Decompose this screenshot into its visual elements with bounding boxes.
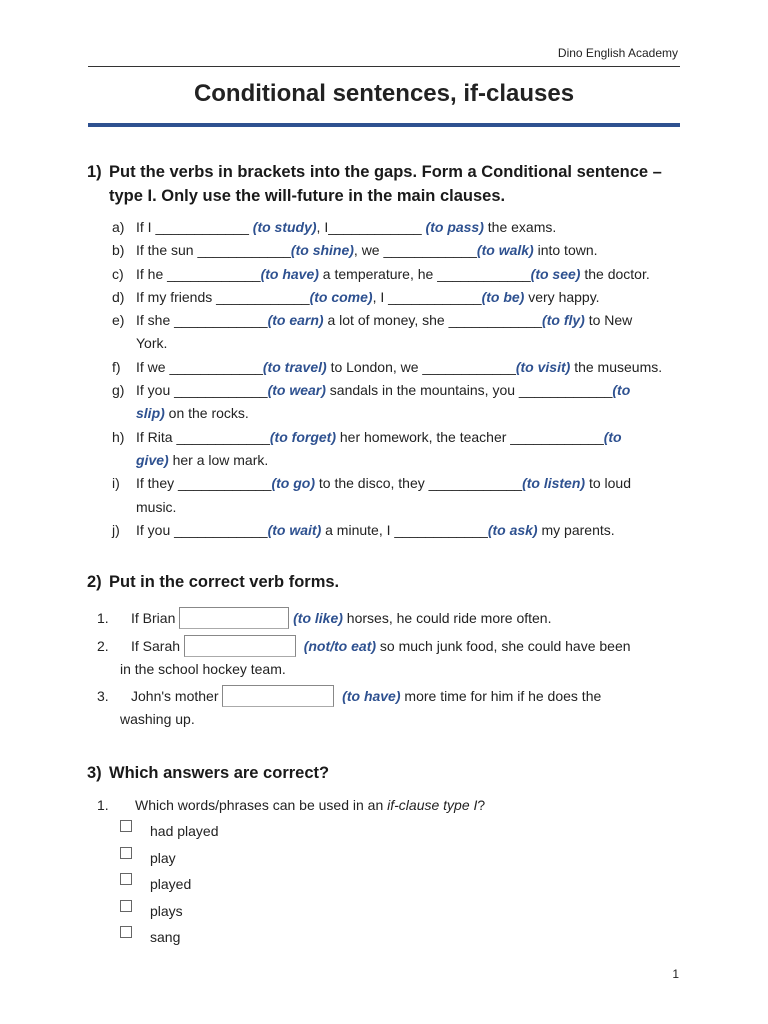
verb-hint: (to visit) — [515, 358, 571, 375]
verb-hint: (to wait) — [267, 521, 322, 538]
item-label: f) — [112, 358, 121, 375]
verb-hint: (to study) — [252, 219, 317, 235]
page-title: Conditional sentences, if-clauses — [193, 80, 575, 107]
item-label: e) — [112, 312, 125, 329]
item-text: so much junk food, she could have been — [376, 638, 631, 654]
item-text: her a low mark. — [168, 451, 269, 468]
section-2-item-1 — [97, 607, 551, 630]
header-divider — [88, 66, 680, 67]
list-item — [112, 263, 692, 286]
item-number: 1. — [97, 610, 109, 626]
question-text-end: ? — [477, 797, 486, 813]
verb-hint: (to see) — [530, 265, 581, 282]
section-2-heading-text: Put in the correct verb forms. — [109, 573, 340, 591]
item-label: b) — [112, 242, 125, 259]
item-text: very happy. — [524, 288, 600, 305]
verb-hint: (to shine) — [290, 242, 354, 259]
answer-input[interactable] — [179, 607, 289, 629]
option-item[interactable] — [120, 924, 219, 951]
item-text: If I ____________ — [136, 219, 253, 235]
item-text: to New — [584, 312, 633, 329]
item-label: c) — [112, 265, 124, 282]
section-3-heading — [87, 761, 329, 785]
item-label: a) — [112, 219, 125, 235]
verb-hint: (to listen) — [522, 475, 586, 492]
academy-name: Dino English Academy — [557, 46, 678, 60]
list-item — [112, 379, 692, 402]
list-item — [112, 472, 692, 495]
item-label: i) — [112, 475, 120, 492]
option-label: had played — [150, 823, 219, 839]
verb-hint: (to earn) — [267, 312, 324, 329]
item-label: h) — [112, 428, 125, 445]
item-text: If my friends ____________ — [136, 288, 310, 305]
list-item — [112, 519, 692, 542]
item-text: , we ____________ — [353, 242, 477, 259]
verb-hint: (to have) — [342, 688, 401, 704]
verb-hint: (not/to eat) — [303, 638, 377, 654]
verb-hint: (to fly) — [542, 312, 585, 329]
item-text: If Brian — [131, 610, 180, 626]
verb-hint: (to pass) — [425, 219, 484, 235]
item-text: the doctor. — [580, 265, 650, 282]
item-text: If Sarah — [131, 638, 184, 654]
question-emphasis: if-clause type I — [387, 797, 478, 813]
item-number: 2. — [97, 638, 109, 654]
section-1-heading-line2: type I. Only use the will-future in the main clauses. — [109, 187, 506, 205]
verb-hint: (to wear) — [267, 382, 326, 399]
item-text: If you ____________ — [136, 382, 268, 399]
verb-hint: give) — [136, 451, 169, 468]
item-text: more time for him if he does the — [400, 688, 602, 704]
item-text: her homework, the teacher ____________ — [335, 428, 604, 445]
section-2-item-3 — [97, 685, 601, 708]
item-text: , I____________ — [316, 219, 426, 235]
section-1-number: 1) — [87, 163, 102, 181]
item-text: into town. — [533, 242, 598, 259]
section-2-item-2 — [97, 635, 631, 658]
list-item — [112, 286, 692, 309]
item-text: John's mother — [131, 688, 223, 704]
item-text: If you ____________ — [136, 521, 268, 538]
item-number: 1. — [97, 797, 109, 813]
item-text: on the rocks. — [164, 405, 249, 422]
verb-hint: (to have) — [260, 265, 319, 282]
checkbox[interactable] — [120, 847, 132, 859]
options-list — [120, 818, 219, 951]
option-item[interactable] — [120, 845, 219, 872]
answer-input[interactable] — [222, 685, 334, 707]
item-number: 3. — [97, 688, 109, 704]
section-2-number: 2) — [87, 573, 102, 591]
section-3-question — [97, 794, 485, 817]
item-text: to loud — [585, 475, 631, 492]
checkbox[interactable] — [120, 900, 132, 912]
item-label: d) — [112, 288, 125, 305]
section-3-number: 3) — [87, 764, 102, 782]
option-label: sang — [150, 929, 181, 945]
checkbox[interactable] — [120, 873, 132, 885]
option-label: play — [150, 849, 176, 866]
verb-hint: (to walk) — [476, 242, 534, 259]
item-text: a lot of money, she ____________ — [323, 312, 543, 329]
item-text: If she ____________ — [136, 312, 268, 329]
item-text: horses, he could ride more often. — [342, 610, 552, 626]
section-1-heading-line1: Put the verbs in brackets into the gaps. Form a Conditional sentence – — [109, 163, 662, 181]
list-item-continuation: music. — [136, 498, 177, 515]
item-text: If Rita ____________ — [136, 428, 270, 445]
option-item[interactable] — [120, 818, 219, 845]
verb-hint: (to — [612, 382, 631, 399]
list-item — [112, 426, 692, 449]
item-text: a minute, I ____________ — [321, 521, 488, 538]
verb-hint: (to travel) — [262, 358, 327, 375]
list-item-continuation — [112, 402, 692, 425]
item-label: g) — [112, 382, 125, 399]
option-label: plays — [150, 902, 183, 919]
verb-hint: (to ask) — [487, 521, 538, 538]
verb-hint: (to come) — [309, 288, 373, 305]
list-item — [112, 239, 692, 262]
verb-hint: (to be) — [481, 288, 525, 305]
item-text: sandals in the mountains, you ____________ — [325, 382, 613, 399]
section-3-heading-text: Which answers are correct? — [109, 764, 330, 782]
verb-hint: (to go) — [271, 475, 315, 492]
question-text: Which words/phrases can be used in an — [135, 797, 388, 813]
verb-hint: (to — [603, 428, 622, 445]
verb-hint: (to like) — [293, 610, 343, 626]
list-item-continuation — [112, 449, 692, 472]
item-text: , I ____________ — [372, 288, 482, 305]
item-label: j) — [112, 521, 120, 538]
item-text: If the sun ____________ — [136, 242, 291, 259]
option-item[interactable] — [120, 871, 219, 898]
section-1-list — [112, 216, 692, 542]
answer-input[interactable] — [184, 635, 296, 657]
option-item[interactable] — [120, 898, 219, 925]
section-2-heading — [87, 570, 339, 594]
list-item-continuation: in the school hockey team. — [120, 661, 286, 677]
item-text: to the disco, they ____________ — [315, 475, 523, 492]
item-text: the museums. — [570, 358, 663, 375]
list-item — [112, 216, 692, 239]
item-text: If he ____________ — [136, 265, 261, 282]
verb-hint: slip) — [136, 405, 165, 422]
checkbox[interactable] — [120, 926, 132, 938]
list-item — [112, 309, 692, 332]
verb-hint: (to forget) — [269, 428, 336, 445]
item-text: to London, we ____________ — [326, 358, 516, 375]
list-item-continuation: washing up. — [120, 711, 195, 727]
item-text: my parents. — [537, 521, 615, 538]
checkbox[interactable] — [120, 820, 132, 832]
item-text: the exams. — [483, 219, 557, 235]
item-text: If we ____________ — [136, 358, 263, 375]
title-divider — [88, 123, 680, 127]
item-text: a temperature, he ____________ — [318, 265, 531, 282]
list-item-continuation: York. — [136, 335, 168, 352]
list-item — [112, 356, 692, 379]
item-text: If they ____________ — [136, 475, 272, 492]
page-number: 1 — [672, 967, 679, 981]
option-label: played — [150, 876, 192, 892]
section-1-heading — [87, 160, 687, 208]
